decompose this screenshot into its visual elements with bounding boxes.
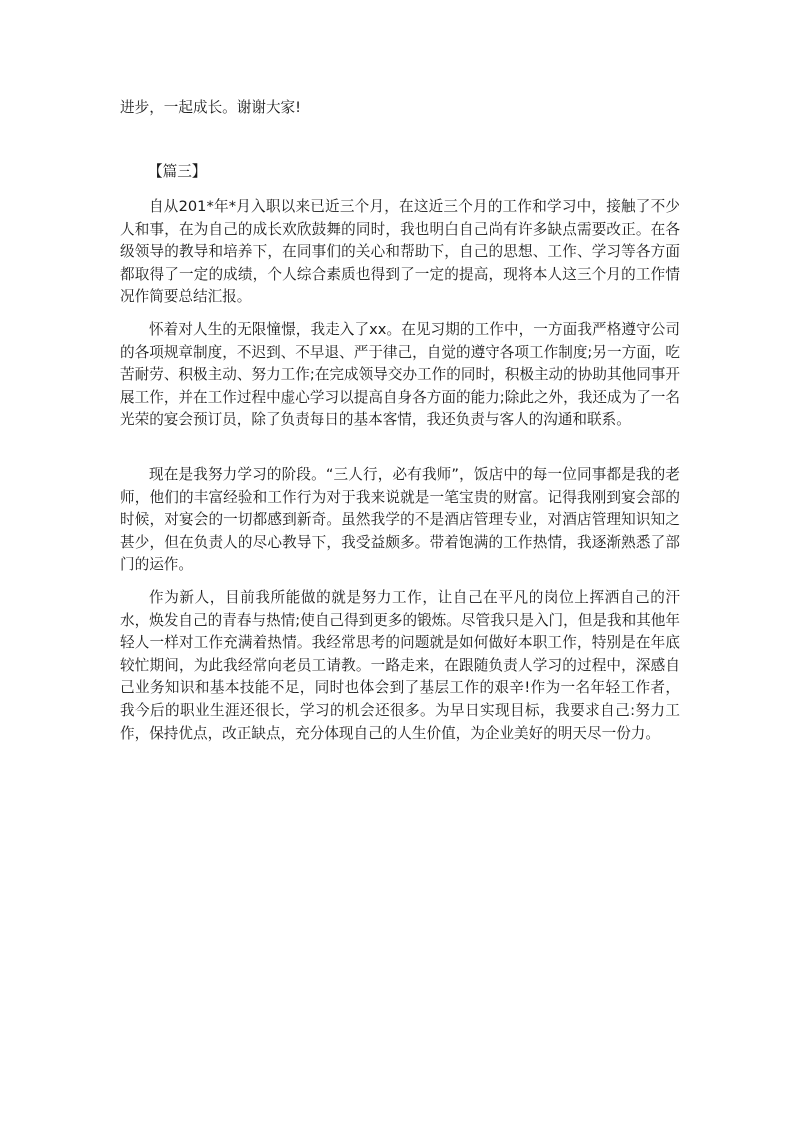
paragraph-4: 作为新人，目前我所能做的就是努力工作，让自己在平凡的岗位上挥洒自己的汗水，焕发自己的青春与热情;使自己得到更多的锻炼。尽管我只是入门，但是我和其他年轻人一样对工作充满着热情。我经常思考的问题就是如何做好本职工作，特别是在年底较忙期间，为此我经常向老员工请教。一路走来，在跟随负责人学习的过程中，深感自己业务知识和基本技能不足，同时也体会到了基层工作的艰辛!作为一名年轻工作者，我今后的职业生涯还很长，学习的机会还很多。为早日实现目标，我要求自己:努力工作，保持优点，改正缺点，充分体现自己的人生价值，为企业美好的明天尽一份力。	[120, 589, 680, 742]
paragraph-3: 现在是我努力学习的阶段。“三人行，必有我师”，饭店中的每一位同事都是我的老师，他们的丰富经验和工作行为对于我来说就是一笔宝贵的财富。记得我刚到宴会部的时候，对宴会的一切都感到新奇。虽然我学的不是酒店管理专业，对酒店管理知识知之甚少，但在负责人的尽心教导下，我受益颇多。带着饱满的工作热情，我逐渐熟悉了部门的运作。	[120, 466, 680, 574]
section-heading: 【篇三】	[148, 163, 207, 180]
paragraph-1: 自从201*年*月入职以来已近三个月，在这近三个月的工作和学习中，接触了不少人和事，在为自己的成长欢欣鼓舞的同时，我也明白自己尚有许多缺点需要改正。在各级领导的教导和培养下，在同事们的关心和帮助下，自己的思想、工作、学习等各方面都取得了一定的成绩，个人综合素质也得到了一定的提高，现将本人这三个月的工作情况作简要总结汇报。	[120, 198, 680, 306]
paragraph-2: 怀着对人生的无限憧憬，我走入了xx。在见习期的工作中，一方面我严格遵守公司的各项规章制度，不迟到、不早退、严于律己，自觉的遵守各项工作制度;另一方面，吃苦耐劳、积极主动、努力工作;在完成领导交办工作的同时，积极主动的协助其他同事开展工作，并在工作过程中虚心学习以提高自身各方面的能力;除此之外，我还成为了一名光荣的宴会预订员，除了负责每日的基本客情，我还负责与客人的沟通和联系。	[120, 321, 680, 429]
lead-line: 进步，一起成长。谢谢大家!	[120, 99, 301, 116]
